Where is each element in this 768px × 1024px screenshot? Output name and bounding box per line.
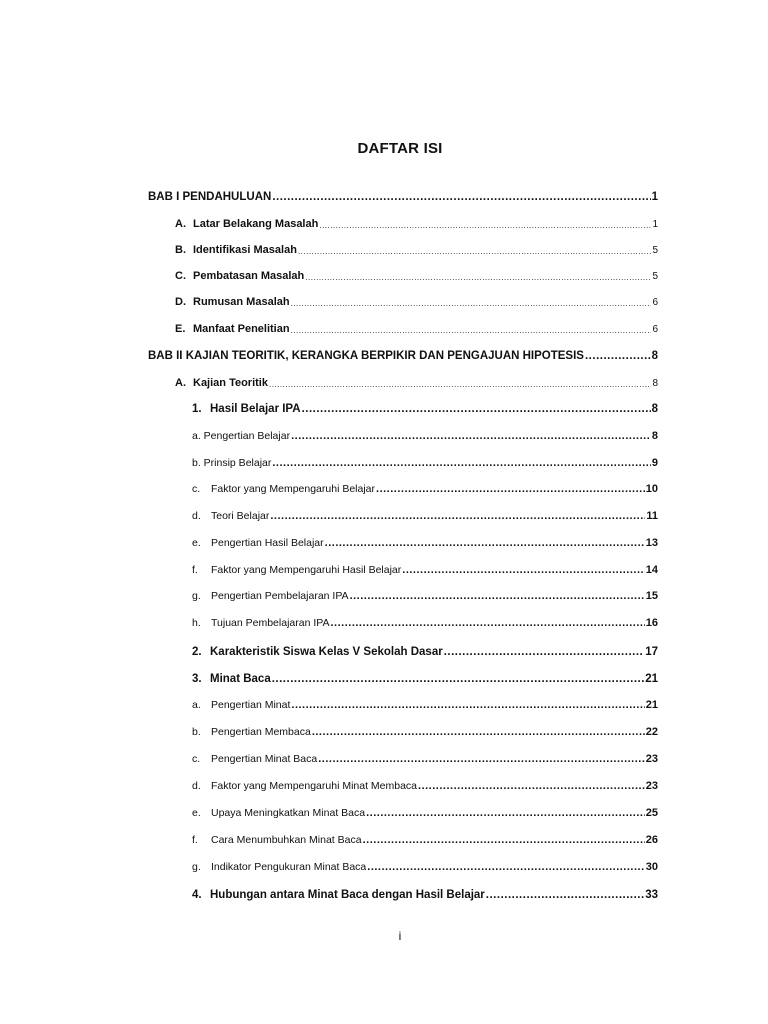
toc-entry-title: Cara Menumbuhkan Minat Baca <box>211 834 362 846</box>
toc-entry-number: g. <box>192 590 201 602</box>
toc-entry-title: Kajian Teoritik <box>193 377 268 389</box>
toc-entry-number: E. <box>175 323 186 335</box>
toc-entry <box>192 531 658 549</box>
toc-entry-page: 5 <box>652 271 658 282</box>
toc-entry-number: A. <box>175 377 186 389</box>
toc-leader-dots <box>312 726 645 738</box>
toc-entry <box>192 883 658 901</box>
toc-entry-title: Manfaat Penelitian <box>193 323 290 335</box>
toc-entry-title: Rumusan Masalah <box>193 296 290 308</box>
toc-entry-title: Pengertian Hasil Belajar <box>211 537 324 549</box>
toc-entry-number: D. <box>175 296 186 308</box>
toc-entry <box>148 344 658 362</box>
toc-entry-page: 23 <box>645 780 658 792</box>
toc-leader-dots <box>367 861 644 873</box>
toc-entry-title: Upaya Meningkatkan Minat Baca <box>211 807 366 819</box>
toc-leader-dots <box>585 350 651 362</box>
toc-entry-page: 10 <box>645 483 658 495</box>
toc-entry-page: 8 <box>651 403 658 415</box>
toc-leader-dots <box>319 221 651 230</box>
toc-entry-title: b. Prinsip Belajar <box>192 457 272 469</box>
toc-entry-title: Pengertian Membaca <box>211 726 311 738</box>
toc-entry-number: d. <box>192 780 201 792</box>
toc-leader-dots <box>270 510 645 522</box>
toc-entry-number: e. <box>192 537 201 549</box>
toc-entry-page: 26 <box>645 834 658 846</box>
toc-entry <box>192 855 658 873</box>
page-number-footer: i <box>398 929 402 943</box>
toc-leader-dots <box>318 753 645 765</box>
toc-entry-number: 3. <box>192 673 202 685</box>
toc-entry-title: Pengertian Minat <box>211 699 291 711</box>
toc-entry-number: 1. <box>192 403 202 415</box>
toc-leader-dots <box>486 889 644 901</box>
toc-entry-page: 15 <box>645 590 658 602</box>
toc-leader-dots <box>325 537 645 549</box>
toc-entry <box>192 424 658 442</box>
toc-entry-title: Indikator Pengukuran Minat Baca <box>211 861 367 873</box>
toc-entry-page: 8 <box>651 430 658 442</box>
toc-leader-dots <box>272 191 650 203</box>
toc-entry-page: 13 <box>645 537 658 549</box>
toc-entry-title: Pengertian Pembelajaran IPA <box>211 590 349 602</box>
toc-leader-dots <box>272 457 651 469</box>
toc-entry <box>175 317 658 335</box>
toc-entry-title: Minat Baca <box>210 673 271 685</box>
toc-entry <box>192 801 658 819</box>
toc-entry-page: 1 <box>652 219 658 230</box>
toc-leader-dots <box>272 673 644 685</box>
toc-entry-number: C. <box>175 270 186 282</box>
toc-entry <box>192 720 658 738</box>
toc-entry-title: Pembatasan Masalah <box>193 270 305 282</box>
toc-entry-number: A. <box>175 218 186 230</box>
toc-leader-dots <box>418 780 645 792</box>
toc-entry-title: BAB I PENDAHULUAN <box>148 191 272 203</box>
toc-leader-dots <box>376 483 645 495</box>
toc-entry <box>192 828 658 846</box>
toc-entry <box>175 264 658 282</box>
toc-entry-page: 6 <box>652 297 658 308</box>
toc-entry <box>192 451 658 469</box>
toc-entry <box>192 667 658 685</box>
toc-leader-dots <box>366 807 645 819</box>
toc-entry-page: 22 <box>645 726 658 738</box>
toc-entry-page: 6 <box>652 324 658 335</box>
toc-entry-title: Faktor yang Mempengaruhi Hasil Belajar <box>211 564 402 576</box>
toc-leader-dots <box>291 699 644 711</box>
toc-entry-page: 8 <box>651 350 658 362</box>
toc-entry-title: Hubungan antara Minat Baca dengan Hasil Belajar <box>210 889 485 901</box>
toc-entry <box>192 504 658 522</box>
toc-entry-number: 4. <box>192 889 202 901</box>
toc-entry <box>192 397 658 415</box>
toc-entry-page: 5 <box>652 245 658 256</box>
toc-entry-title: Identifikasi Masalah <box>193 244 297 256</box>
toc-entry-page: 33 <box>645 889 658 901</box>
toc-entry <box>175 238 658 256</box>
toc-leader-dots <box>363 834 645 846</box>
toc-leader-dots <box>302 403 651 415</box>
toc-leader-dots <box>291 299 652 308</box>
toc-entry-page: 21 <box>645 673 658 685</box>
toc-entry-number: b. <box>192 726 201 738</box>
toc-entry <box>192 774 658 792</box>
toc-leader-dots <box>402 564 644 576</box>
toc-entry-title: Pengertian Minat Baca <box>211 753 318 765</box>
toc-entry <box>192 640 658 658</box>
toc-entry-page: 11 <box>646 510 658 522</box>
toc-entry-number: a. <box>192 699 201 711</box>
toc-entry <box>148 185 658 203</box>
toc-entry-page: 1 <box>651 191 658 203</box>
toc-entry-title: Faktor yang Mempengaruhi Minat Membaca <box>211 780 418 792</box>
toc-entry-page: 16 <box>645 617 658 629</box>
toc-entry-number: h. <box>192 617 201 629</box>
toc-entry <box>192 477 658 495</box>
toc-entry-page: 8 <box>652 378 658 389</box>
toc-leader-dots <box>444 646 645 658</box>
toc-entry <box>192 558 658 576</box>
toc-entry-title: Latar Belakang Masalah <box>193 218 319 230</box>
toc-entry-page: 21 <box>645 699 658 711</box>
toc-leader-dots <box>330 617 644 629</box>
toc-leader-dots <box>291 430 651 442</box>
page-title: DAFTAR ISI <box>357 140 443 157</box>
toc-entry-title: Hasil Belajar IPA <box>210 403 301 415</box>
toc-entry <box>175 212 658 230</box>
toc-entry <box>175 290 658 308</box>
toc-entry-page: 14 <box>645 564 658 576</box>
toc-entry-page: 23 <box>645 753 658 765</box>
toc-entry-number: f. <box>192 834 198 846</box>
toc-entry <box>192 747 658 765</box>
toc-entry-number: e. <box>192 807 201 819</box>
toc-entry-title: Teori Belajar <box>211 510 270 522</box>
toc-leader-dots <box>298 247 652 256</box>
toc-entry <box>192 611 658 629</box>
toc-entry <box>175 371 658 389</box>
toc-entry-page: 17 <box>645 646 658 658</box>
toc-entry-page: 30 <box>645 861 658 873</box>
toc-entry-title: Faktor yang Mempengaruhi Belajar <box>211 483 376 495</box>
toc-leader-dots <box>291 326 652 335</box>
toc-entry <box>192 584 658 602</box>
toc-leader-dots <box>269 380 651 389</box>
toc-entry-number: d. <box>192 510 201 522</box>
toc-entry-title: a. Pengertian Belajar <box>192 430 291 442</box>
toc-entry-number: 2. <box>192 646 202 658</box>
toc-leader-dots <box>305 273 651 282</box>
toc-entry-number: c. <box>192 753 201 765</box>
toc-entry-number: g. <box>192 861 201 873</box>
toc-entry-title: BAB II KAJIAN TEORITIK, KERANGKA BERPIKIR DAN PENGAJUAN HIPOTESIS <box>148 350 584 362</box>
toc-entry-title: Tujuan Pembelajaran IPA <box>211 617 330 629</box>
toc-leader-dots <box>350 590 645 602</box>
toc-entry-page: 9 <box>651 457 658 469</box>
toc-entry <box>192 693 658 711</box>
toc-entry-number: B. <box>175 244 186 256</box>
toc-entry-page: 25 <box>645 807 658 819</box>
toc-entry-number: c. <box>192 483 201 495</box>
toc-entry-number: f. <box>192 564 198 576</box>
toc-entry-title: Karakteristik Siswa Kelas V Sekolah Dasar <box>210 646 443 658</box>
